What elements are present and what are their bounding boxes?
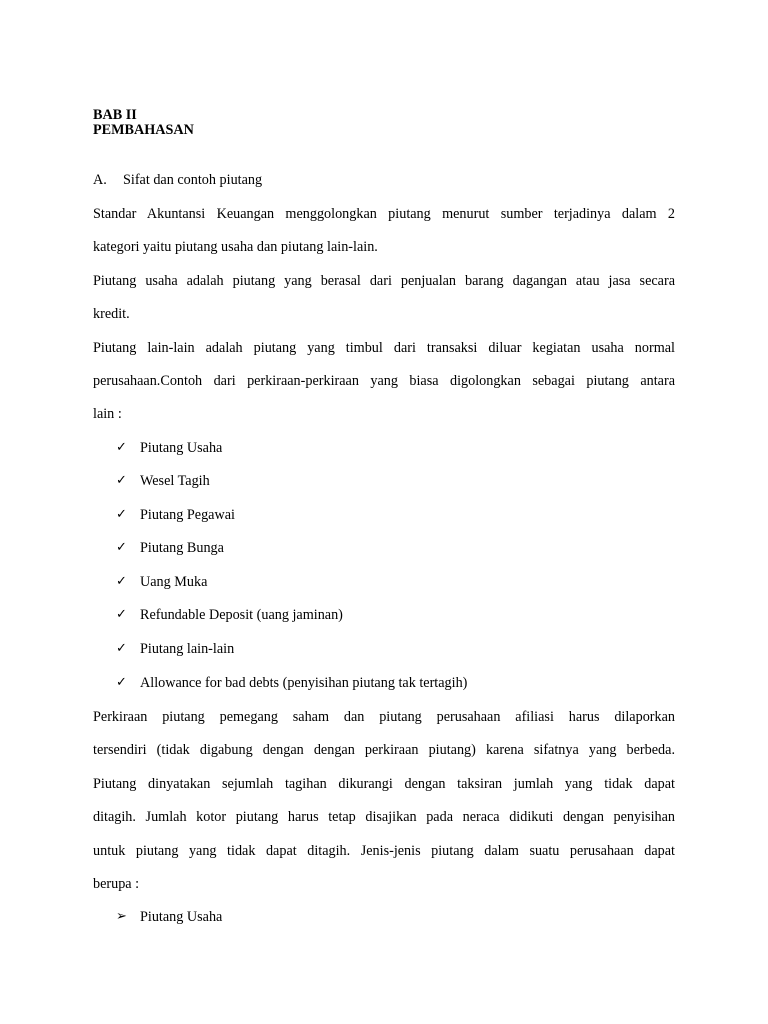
- paragraph-1-line-2: kategori yaitu piutang usaha dan piutang lain-lain.: [93, 239, 378, 255]
- paragraph-3-line-3: lain :: [93, 406, 122, 422]
- paragraph-2-line-1: Piutang usaha adalah piutang yang berasal dari penjualan barang dagangan atau jasa secara: [93, 273, 675, 289]
- checkmark-icon: ✓: [116, 641, 127, 656]
- checkmark-icon: ✓: [116, 440, 127, 455]
- paragraph-4-line-3: Piutang dinyatakan sejumlah tagihan dikurangi dengan taksiran jumlah yang tidak dapat: [93, 776, 675, 792]
- list-item: [116, 507, 235, 523]
- section-heading: [93, 172, 262, 188]
- paragraph-3-line-2: perusahaan.Contoh dari perkiraan-perkiraan yang biasa digolongkan sebagai piutang antara: [93, 373, 675, 389]
- list-item-label: Refundable Deposit (uang jaminan): [140, 607, 343, 623]
- list-item: [116, 641, 234, 657]
- list-item-label: Allowance for bad debts (penyisihan piutang tak tertagih): [140, 675, 468, 691]
- list-item-label: Piutang Usaha: [140, 440, 223, 456]
- checkmark-icon: ✓: [116, 675, 127, 690]
- chapter-label: BAB II: [93, 107, 137, 123]
- paragraph-4-line-1: Perkiraan piutang pemegang saham dan piutang perusahaan afiliasi harus dilaporkan: [93, 709, 675, 725]
- list-item: [116, 440, 222, 456]
- checkmark-icon: ✓: [116, 507, 127, 522]
- paragraph-1-line-1: Standar Akuntansi Keuangan menggolongkan piutang menurut sumber terjadinya dalam 2: [93, 206, 675, 222]
- checkmark-icon: ✓: [116, 607, 127, 622]
- paragraph-4-line-6: berupa :: [93, 876, 140, 892]
- checkmark-icon: ✓: [116, 473, 127, 488]
- list-item: [116, 675, 467, 691]
- paragraph-3-line-1: Piutang lain-lain adalah piutang yang timbul dari transaksi diluar kegiatan usaha normal: [93, 340, 675, 356]
- list-item: [116, 540, 224, 556]
- list-item-label: Uang Muka: [140, 574, 208, 590]
- list-item: [116, 607, 343, 623]
- paragraph-4-line-4: ditagih. Jumlah kotor piutang harus tetap disajikan pada neraca didikuti dengan penyisihan: [93, 809, 675, 825]
- list-item-label: Piutang lain-lain: [140, 641, 235, 657]
- checkmark-icon: ✓: [116, 574, 127, 589]
- paragraph-4-line-2: tersendiri (tidak digabung dengan dengan perkiraan piutang) karena sifatnya yang berbeda.: [93, 742, 675, 758]
- list-item: [116, 574, 207, 590]
- list-item-label: Piutang Usaha: [140, 909, 223, 925]
- section-title: Sifat dan contoh piutang: [123, 172, 263, 188]
- list-item: [116, 473, 210, 489]
- checkmark-icon: ✓: [116, 540, 127, 555]
- list-item-label: Piutang Pegawai: [140, 507, 235, 523]
- list-item: [116, 909, 222, 925]
- arrowhead-bullet-icon: ➢: [116, 909, 127, 924]
- paragraph-2-line-2: kredit.: [93, 306, 130, 322]
- chapter-title: PEMBAHASAN: [93, 122, 194, 138]
- section-letter: A.: [93, 172, 107, 188]
- paragraph-4-line-5: untuk piutang yang tidak dapat ditagih. Jenis-jenis piutang dalam suatu perusahaan dapat: [93, 843, 675, 859]
- list-item-label: Piutang Bunga: [140, 540, 224, 556]
- list-item-label: Wesel Tagih: [140, 473, 210, 489]
